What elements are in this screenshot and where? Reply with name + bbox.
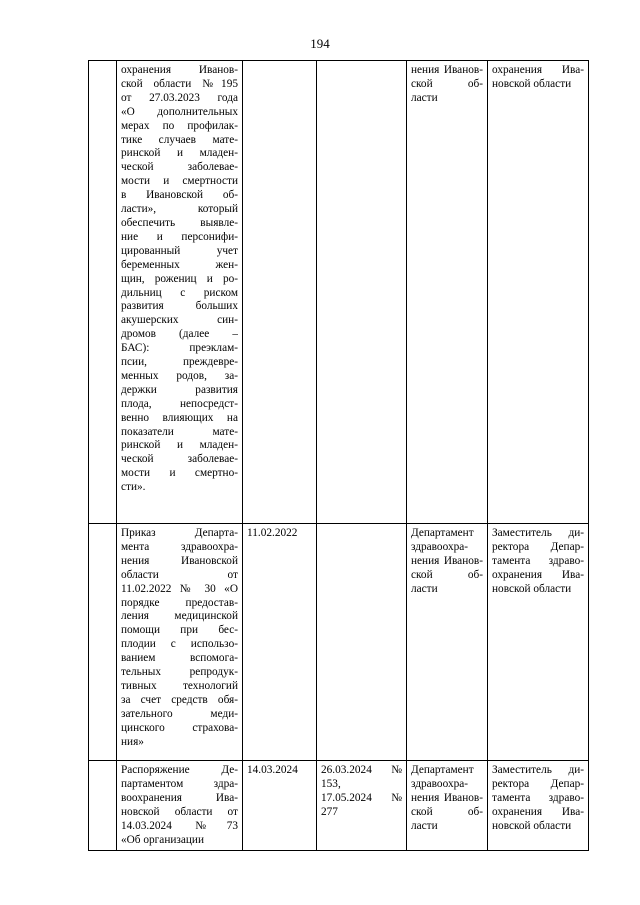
executor-cell-line: нения Иванов- — [411, 554, 483, 567]
responsible-cell-line: ректора Депар- — [492, 777, 584, 790]
amendments-cell-line: 277 — [321, 805, 338, 818]
document-description-cell-line: показатели мате- — [121, 425, 238, 438]
document-description-cell-line: в Ивановской об- — [121, 189, 238, 202]
document-description-cell-line: ринской и младен- — [121, 439, 238, 452]
document-description-cell-line: от 27.03.2023 года — [121, 91, 238, 104]
document-description-cell-line: плодии с использо- — [121, 638, 238, 651]
document-description-cell-line: плода, непосредст- — [121, 397, 238, 410]
document-description-cell-line: ринской и младен- — [121, 147, 238, 160]
table-row — [89, 61, 589, 524]
document-description-cell-line: акушерских син- — [121, 314, 238, 327]
document-description-cell-line: помощи при бес- — [121, 624, 238, 637]
amendments-cell-line: 26.03.2024 № — [321, 764, 402, 776]
document-description-cell-line: дильниц с риском — [121, 286, 238, 299]
date-cell — [243, 61, 317, 524]
executor-cell-line: ласти — [411, 582, 438, 595]
amendments-cell — [317, 61, 407, 524]
responsible-cell-line: охранения Ива- — [492, 64, 584, 76]
date-cell-value: 14.03.2024 — [247, 764, 298, 776]
executor-cell — [407, 61, 488, 524]
document-description-cell-line: ласти», который — [121, 203, 238, 216]
responsible-cell — [488, 61, 589, 524]
document-description-cell-line: мости и смертности — [121, 175, 238, 188]
document-description-cell-line: развития больших — [121, 300, 238, 313]
responsible-cell-line: Заместитель ди- — [492, 527, 584, 539]
document-description-cell-line: псии, преждевре- — [121, 356, 238, 369]
date-cell-value: 11.02.2022 — [247, 527, 298, 539]
document-description-cell-line: зательного меди- — [121, 707, 238, 720]
executor-cell-line: Департамент — [411, 527, 474, 539]
document-description-cell-line: ние и персонифи- — [121, 230, 238, 243]
executor-cell-line: нения Иванов- — [411, 791, 483, 804]
executor-cell-line: здравоохра- — [411, 540, 469, 553]
document-description-cell-line: тике случаев мате- — [121, 133, 238, 146]
document-description-cell-line: обеспечить выявле- — [121, 216, 238, 229]
table-row — [89, 761, 589, 851]
responsible-cell — [488, 524, 589, 761]
document-description-cell-line: цинского страхова- — [121, 721, 238, 734]
responsible-cell-line: тамента здраво- — [492, 554, 584, 567]
document-description-cell-line: мости и смертно- — [121, 467, 238, 480]
document-description-cell-line: венно влияющих на — [121, 411, 238, 424]
document-description-cell-line: воохранения Ива- — [121, 791, 238, 804]
document-description-cell-line: ческой заболевае- — [121, 161, 238, 174]
responsible-cell-line: охранения Ива- — [492, 805, 584, 818]
document-description-cell-line: ческой заболевае- — [121, 453, 238, 466]
document-description-cell-line: ния» — [121, 735, 144, 748]
executor-cell — [407, 761, 488, 851]
document-description-cell-line: 14.03.2024 №73 — [121, 819, 238, 832]
document-description-cell-line: цированный учет — [121, 244, 238, 257]
date-cell — [243, 524, 317, 761]
document-description-cell-line: «Об организации — [121, 833, 205, 846]
document-description-cell-line: 11.02.2022 № 30 «О — [121, 582, 238, 595]
date-cell — [243, 761, 317, 851]
document-description-cell — [117, 761, 243, 851]
responsible-cell — [488, 761, 589, 851]
responsible-cell-line: новской области — [492, 819, 572, 832]
responsible-cell-line: новской области — [492, 582, 572, 595]
executor-cell-line: ской об- — [411, 77, 483, 90]
amendments-cell-line: 17.05.2024 № — [321, 791, 402, 804]
document-description-cell-line: Приказ Департа- — [121, 527, 238, 539]
executor-cell — [407, 524, 488, 761]
executor-cell-line: ской об- — [411, 568, 483, 581]
document-description-cell-line: мерах по профилак- — [121, 119, 238, 132]
document-description-cell-line: партаментом здра- — [121, 777, 238, 790]
document-description-cell-line: новской области от — [121, 805, 238, 818]
document-description-cell-line: ской области №195 — [121, 77, 238, 90]
document-description-cell-line: ванием вспомога- — [121, 652, 238, 665]
document-description-cell-line: нения Ивановской — [121, 554, 238, 567]
document-description-cell-line: Распоряжение Де- — [121, 764, 238, 776]
responsible-cell-line: новской области — [492, 77, 572, 90]
document-description-cell-line: дромов (далее – — [121, 328, 238, 341]
document-description-cell-line: БАС): преэклам- — [121, 342, 238, 355]
document-table — [88, 60, 589, 851]
amendments-cell-line: 153, — [321, 777, 341, 790]
row-number-cell — [89, 61, 117, 524]
responsible-cell-line: охранения Ива- — [492, 568, 584, 581]
document-description-cell-line: тельных репродук- — [121, 666, 238, 679]
page-number: 194 — [310, 36, 330, 51]
document-description-cell-line: щин, рожениц и ро- — [121, 272, 238, 285]
executor-cell-line: ласти — [411, 819, 438, 832]
document-description-cell-line: беременных жен- — [121, 258, 238, 271]
responsible-cell-line: тамента здраво- — [492, 791, 584, 804]
amendments-cell — [317, 761, 407, 851]
document-description-cell — [117, 61, 243, 524]
document-description-cell-line: порядке предостав- — [121, 596, 238, 609]
row-number-cell — [89, 524, 117, 761]
document-description-cell-line: мента здравоохра- — [121, 540, 238, 553]
document-description-cell-line: держки развития — [121, 383, 238, 396]
document-description-cell — [117, 524, 243, 761]
table-row — [89, 524, 589, 761]
responsible-cell-line: Заместитель ди- — [492, 764, 584, 776]
executor-cell-line: ласти — [411, 91, 438, 104]
document-description-cell-line: охранения Иванов- — [121, 64, 238, 76]
document-description-cell-line: сти». — [121, 481, 146, 494]
document-description-cell-line: области от — [121, 568, 238, 581]
document-description-cell-line: «О дополнительных — [121, 105, 238, 118]
amendments-cell — [317, 524, 407, 761]
document-description-cell-line: менных родов, за- — [121, 369, 238, 382]
executor-cell-line: нения Иванов- — [411, 64, 483, 76]
executor-cell-line: ской об- — [411, 805, 483, 818]
executor-cell-line: здравоохра- — [411, 777, 469, 790]
row-number-cell — [89, 761, 117, 851]
document-description-cell-line: ления медицинской — [121, 610, 238, 623]
document-description-cell-line: тивных технологий — [121, 679, 238, 692]
responsible-cell-line: ректора Депар- — [492, 540, 584, 553]
executor-cell-line: Департамент — [411, 764, 474, 776]
document-description-cell-line: за счет средств обя- — [121, 693, 238, 706]
